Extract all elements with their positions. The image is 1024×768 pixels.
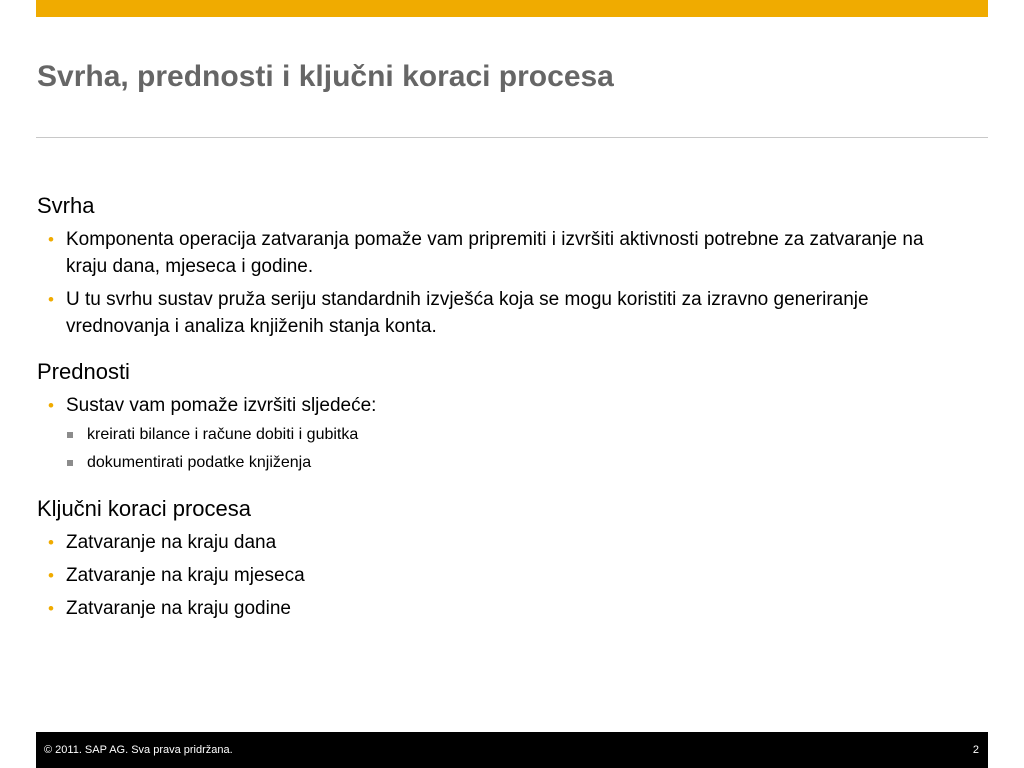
sub-bullet-text: dokumentirati podatke knjiženja (87, 454, 312, 471)
section-heading: Prednosti (37, 359, 130, 384)
bullet-list (37, 529, 967, 622)
sub-bullet-text: kreirati bilance i račune dobiti i gubitka (87, 426, 359, 443)
bullet-list (37, 226, 967, 340)
sub-bullet-item (66, 421, 967, 449)
bullet-icon: • (48, 599, 54, 618)
bullet-text: Zatvaranje na kraju mjeseca (66, 565, 305, 586)
section-svrha (37, 192, 967, 340)
copyright-text: © 2011. SAP AG. Sva prava pridržana. (44, 744, 233, 756)
bullet-text: Zatvaranje na kraju dana (66, 532, 277, 553)
bullet-item (37, 392, 967, 477)
title-divider (36, 137, 988, 138)
bullet-text: Sustav vam pomaže izvršiti sljedeće: (66, 395, 377, 416)
top-accent-bar (36, 0, 988, 17)
bullet-icon: • (48, 230, 54, 249)
bullet-item (37, 529, 967, 556)
bullet-icon: • (48, 533, 54, 552)
square-bullet-icon (67, 460, 73, 466)
bullet-item (37, 595, 967, 622)
bullet-item (37, 286, 967, 340)
sub-bullet-item (66, 449, 967, 477)
bullet-icon: • (48, 566, 54, 585)
bullet-text: Komponenta operacija zatvaranja pomaže vam pripremiti i izvršiti aktivnosti potrebne za zatvaranje na kraju dana, mjeseca i godine. (66, 229, 924, 277)
section-kljucni-koraci (37, 495, 967, 622)
page-number: 2 (972, 744, 979, 756)
slide-content (37, 192, 967, 640)
slide-title: Svrha, prednosti i ključni koraci procesa (37, 60, 614, 93)
bullet-text: Zatvaranje na kraju godine (66, 598, 291, 619)
bullet-icon: • (48, 290, 54, 309)
section-heading: Ključni koraci procesa (37, 496, 251, 521)
square-bullet-icon (67, 432, 73, 438)
footer-bar (36, 732, 988, 768)
bullet-item (37, 226, 967, 280)
section-prednosti (37, 358, 967, 477)
bullet-item (37, 562, 967, 589)
sub-bullet-list (66, 421, 967, 477)
bullet-icon: • (48, 396, 54, 415)
bullet-list (37, 392, 967, 477)
section-heading: Svrha (37, 193, 95, 218)
bullet-text: U tu svrhu sustav pruža seriju standardnih izvješća koja se mogu koristiti za izravno generiranje vrednovanja i analiza knjiženih stanja konta. (66, 289, 869, 337)
